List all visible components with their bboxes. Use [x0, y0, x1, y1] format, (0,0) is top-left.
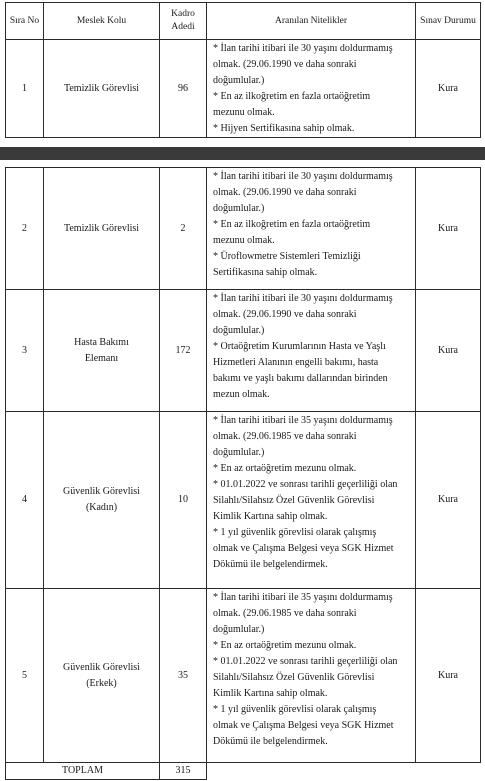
- row-number: 1: [6, 40, 44, 138]
- total-row: [6, 763, 481, 780]
- row-number: 5: [6, 589, 44, 763]
- requirement-line: olmak. (29.06.1985 ve daha sonraki: [213, 431, 357, 442]
- requirement-line: Dökümü ile belgelendirmek.: [213, 736, 328, 747]
- requirements-cell: [207, 412, 416, 589]
- requirements-cell: [207, 290, 416, 412]
- table-row: [6, 290, 481, 412]
- table-row: [6, 40, 481, 138]
- total-label: TOPLAM: [6, 763, 160, 780]
- requirement-line: doğumlular.): [213, 325, 265, 336]
- row-number: 2: [6, 168, 44, 290]
- requirement-line: mezunu olmak.: [213, 107, 275, 118]
- requirement-line: * İlan tarihi itibari ile 35 yaşını doldurmamış: [213, 592, 393, 603]
- exam-status: Kura: [416, 290, 481, 412]
- requirement-line: Silahlı/Silahsız Özel Güvenlik Görevlisi: [213, 672, 375, 683]
- requirement-line: olmak. (29.06.1990 ve daha sonraki: [213, 187, 357, 198]
- requirement-line: * En az ilkoğretim en fazla ortaöğretim: [213, 91, 371, 102]
- requirement-line: Kimlik Kartına sahip olmak.: [213, 511, 328, 522]
- recruitment-table-page-1: [5, 2, 481, 138]
- exam-status: Kura: [416, 412, 481, 589]
- table-row: [6, 412, 481, 589]
- job-title-line: (Kadın): [85, 502, 118, 513]
- job-title: [44, 589, 160, 763]
- requirement-line: * En az ilkoğretim en fazla ortaöğretim: [213, 219, 371, 230]
- job-title: Temizlik Görevlisi: [44, 168, 160, 290]
- requirement-line: * En az ortaöğretim mezunu olmak.: [213, 640, 357, 651]
- requirement-line: bakımı ve yaşlı bakımı dallarından birinden: [213, 373, 388, 384]
- total-value: 315: [160, 763, 207, 780]
- requirement-line: olmak. (29.06.1990 ve daha sonraki: [213, 59, 357, 70]
- table-row: [6, 168, 481, 290]
- requirement-line: Kimlik Kartına sahip olmak.: [213, 688, 328, 699]
- requirement-line: olmak ve Çalışma Belgesi veya SGK Hizmet: [213, 720, 394, 731]
- requirements-cell: [207, 40, 416, 138]
- position-count: 2: [160, 168, 207, 290]
- job-title: [44, 412, 160, 589]
- requirement-line: mezunu olmak.: [213, 235, 275, 246]
- page-break-divider: [0, 147, 485, 160]
- job-title: [44, 290, 160, 412]
- requirement-line: Silahlı/Silahsız Özel Güvenlik Görevlisi: [213, 495, 375, 506]
- total-empty-cell: [416, 763, 481, 780]
- position-count: 10: [160, 412, 207, 589]
- position-count: 96: [160, 40, 207, 138]
- requirement-line: doğumlular.): [213, 447, 265, 458]
- header-sira-no: Sıra No: [6, 3, 44, 40]
- requirement-line: * En az ortaöğretim mezunu olmak.: [213, 463, 357, 474]
- requirement-line: * Ortaöğretim Kurumlarının Hasta ve Yaşlı: [213, 341, 386, 352]
- exam-status: Kura: [416, 589, 481, 763]
- requirement-line: * 01.01.2022 ve sonrası tarihli geçerliliği olan: [213, 656, 398, 667]
- header-meslek-kolu: Meslek Kolu: [44, 3, 160, 40]
- exam-status: Kura: [416, 168, 481, 290]
- requirement-line: doğumlular.): [213, 203, 265, 214]
- requirement-line: doğumlular.): [213, 75, 265, 86]
- job-title-line: Hasta Bakımı: [74, 336, 129, 348]
- requirement-line: Sertifikasına sahip olmak.: [213, 267, 318, 278]
- position-count: 35: [160, 589, 207, 763]
- requirement-line: olmak. (29.06.1990 ve daha sonraki: [213, 309, 357, 320]
- job-title: Temizlik Görevlisi: [44, 40, 160, 138]
- requirement-line: * 01.01.2022 ve sonrası tarihli geçerliliği olan: [213, 479, 398, 490]
- exam-status: Kura: [416, 40, 481, 138]
- total-empty-cell: [207, 763, 416, 780]
- job-title-line: Güvenlik Görevlisi: [63, 486, 140, 497]
- table-row: [6, 589, 481, 763]
- position-count: 172: [160, 290, 207, 412]
- header-aranilan-nitelikler: Aranılan Nitelikler: [207, 3, 416, 40]
- row-number: 4: [6, 412, 44, 589]
- requirement-line: Dökümü ile belgelendirmek.: [213, 559, 328, 570]
- recruitment-table-page-2: [5, 167, 481, 780]
- requirement-line: * İlan tarihi itibari ile 30 yaşını doldurmamış: [213, 43, 393, 54]
- header-kadro-adedi: Kadro Adedi: [160, 3, 207, 40]
- requirements-cell: [207, 168, 416, 290]
- requirement-line: * İlan tarihi itibari ile 30 yaşını doldurmamış: [213, 293, 393, 304]
- job-title-line: Elemanı: [84, 352, 119, 364]
- job-title-line: (Erkek): [86, 677, 117, 689]
- requirement-line: doğumlular.): [213, 624, 265, 635]
- requirement-line: * İlan tarihi itibari ile 35 yaşını doldurmamış: [213, 415, 393, 426]
- requirement-line: olmak ve Çalışma Belgesi veya SGK Hizmet: [213, 543, 394, 554]
- requirement-line: * Üroflowmetre Sistemleri Temizliği: [213, 251, 361, 262]
- job-title-line: Güvenlik Görevlisi: [63, 661, 140, 673]
- row-number: 3: [6, 290, 44, 412]
- requirement-line: * İlan tarihi itibari ile 30 yaşını doldurmamış: [213, 171, 393, 182]
- requirement-line: Hizmetleri Alanının engelli bakımı, hasta: [213, 357, 379, 368]
- table-header-row: [6, 3, 481, 40]
- requirement-line: * 1 yıl güvenlik görevlisi olarak çalışmış: [213, 704, 377, 715]
- requirement-line: olmak. (29.06.1985 ve daha sonraki: [213, 608, 357, 619]
- requirement-line: mezun olmak.: [213, 389, 270, 400]
- requirement-line: * Hijyen Sertifikasına sahip olmak.: [213, 123, 355, 134]
- requirement-line: * 1 yıl güvenlik görevlisi olarak çalışmış: [213, 527, 377, 538]
- header-sinav-durumu: Sınav Durumu: [416, 3, 481, 40]
- requirements-cell: [207, 589, 416, 763]
